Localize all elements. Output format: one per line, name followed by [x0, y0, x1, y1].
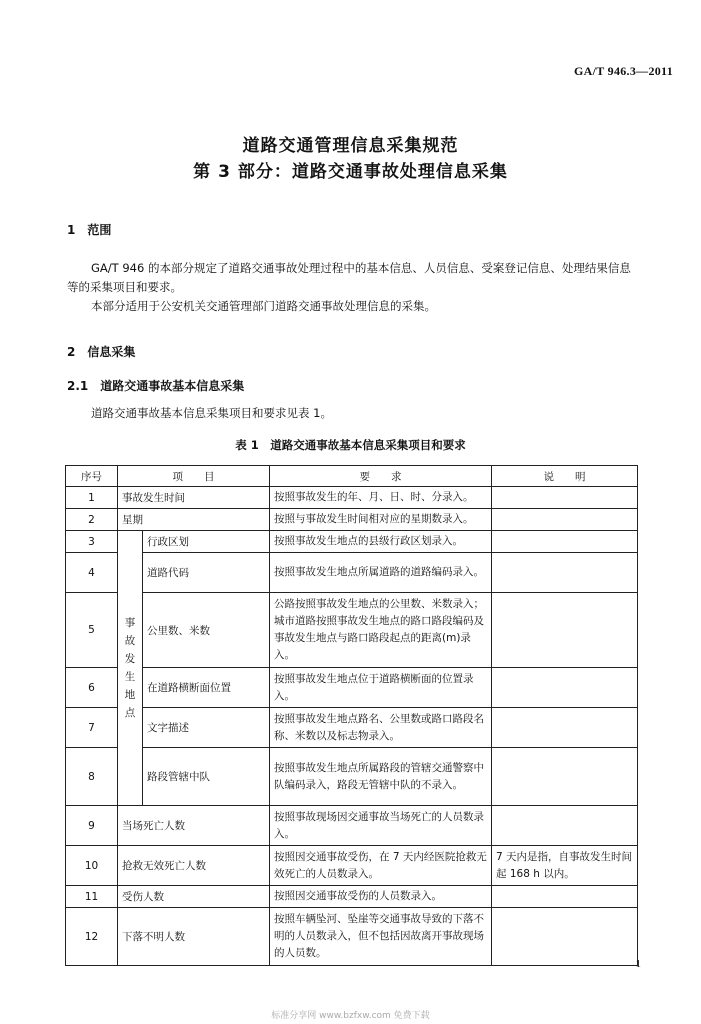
row-item: 下落不明人数 [118, 908, 270, 966]
table-row [66, 748, 638, 806]
row-no: 4 [66, 553, 118, 593]
row-req: 按照事故发生的年、月、日、时、分录入。 [270, 487, 492, 509]
row-no: 7 [66, 708, 118, 748]
row-req: 按照事故发生地点路名、公里数或路口路段名称、米数以及标志物录入。 [270, 708, 492, 748]
group-label-char: 点 [124, 707, 136, 719]
row-no: 5 [66, 593, 118, 668]
section-1-heading: 1 范围 [67, 223, 112, 237]
group-label-event-location [118, 531, 143, 806]
watermark: 标准分享网 www.bzfxw.com 免费下载 [271, 1011, 430, 1021]
table-header-row [66, 466, 638, 487]
section-1-paragraph-2: 本部分适用于公安机关交通管理部门道路交通事故处理信息的采集。 [91, 299, 436, 313]
row-no: 3 [66, 531, 118, 553]
section-2-1-paragraph: 道路交通事故基本信息采集项目和要求见表 1。 [91, 406, 332, 420]
table-row [66, 806, 638, 846]
section-2-heading: 2 信息采集 [67, 345, 136, 359]
row-req: 按照事故发生地点所属道路的道路编码录入。 [270, 553, 492, 593]
row-no: 6 [66, 668, 118, 708]
row-note [492, 593, 638, 668]
row-no: 11 [66, 886, 118, 908]
section-1-paragraph-1: GA/T 946 的本部分规定了道路交通事故处理过程中的基本信息、人员信息、受案登记信息、处理结果信息等的采集项目和要求。 [67, 261, 631, 294]
row-note [492, 668, 638, 708]
document-subtitle: 第 3 部分：道路交通事故处理信息采集 [193, 162, 508, 182]
row-req: 按照因交通事故受伤，在 7 天内经医院抢救无效死亡的人员数录入。 [270, 846, 492, 886]
group-label-char: 发 [124, 653, 136, 665]
table-row [66, 553, 638, 593]
page-number: 1 [635, 958, 641, 970]
row-req: 按照事故现场因交通事故当场死亡的人员数录入。 [270, 806, 492, 846]
group-label-char: 地 [124, 689, 136, 701]
row-note [492, 531, 638, 553]
row-item: 文字描述 [143, 708, 270, 748]
table-row [66, 908, 638, 966]
standard-number: GA/T 946.3—2011 [574, 64, 673, 78]
row-req: 按照因交通事故受伤的人员数录入。 [270, 886, 492, 908]
row-req: 公路按照事故发生地点的公里数、米数录入；城市道路按照事故发生地点的路口路段编码及事故发生地点与路口路段起点的距离(m)录入。 [270, 593, 492, 668]
header-item: 项 目 [118, 466, 270, 487]
table-row [66, 509, 638, 531]
table-row [66, 886, 638, 908]
row-note: 7 天内是指，自事故发生时间起 168 h 以内。 [492, 846, 638, 886]
row-no: 1 [66, 487, 118, 509]
row-note [492, 886, 638, 908]
section-2-1-heading: 2.1 道路交通事故基本信息采集 [67, 379, 245, 393]
row-no: 12 [66, 908, 118, 966]
row-req: 按照事故发生地点所属路段的管辖交通警察中队编码录入，路段无管辖中队的不录入。 [270, 748, 492, 806]
row-item: 行政区划 [143, 531, 270, 553]
info-table [65, 465, 638, 966]
row-req: 按照与事故发生时间相对应的星期数录入。 [270, 509, 492, 531]
row-note [492, 748, 638, 806]
table-row [66, 487, 638, 509]
row-note [492, 806, 638, 846]
header-req: 要 求 [270, 466, 492, 487]
row-item: 抢救无效死亡人数 [118, 846, 270, 886]
table-caption: 表 1 道路交通事故基本信息采集项目和要求 [235, 438, 466, 452]
row-note [492, 487, 638, 509]
document-title: 道路交通管理信息采集规范 [242, 136, 459, 156]
row-item: 受伤人数 [118, 886, 270, 908]
row-item: 在道路横断面位置 [143, 668, 270, 708]
row-item: 道路代码 [143, 553, 270, 593]
row-no: 2 [66, 509, 118, 531]
row-no: 8 [66, 748, 118, 806]
row-item: 星期 [118, 509, 270, 531]
group-label-char: 生 [124, 671, 136, 683]
table-row [66, 593, 638, 668]
row-req: 按照事故发生地点的县级行政区划录入。 [270, 531, 492, 553]
row-note [492, 509, 638, 531]
row-no: 10 [66, 846, 118, 886]
row-req: 按照事故发生地点位于道路横断面的位置录入。 [270, 668, 492, 708]
table-row [66, 708, 638, 748]
table-row [66, 531, 638, 553]
row-no: 9 [66, 806, 118, 846]
table-row [66, 846, 638, 886]
row-req: 按照车辆坠河、坠崖等交通事故导致的下落不明的人员数录入，但不包括因故离开事故现场的人员数。 [270, 908, 492, 966]
header-note: 说 明 [492, 466, 638, 487]
group-label-char: 故 [124, 635, 136, 647]
row-item: 事故发生时间 [118, 487, 270, 509]
row-item: 当场死亡人数 [118, 806, 270, 846]
row-note [492, 553, 638, 593]
row-item: 路段管辖中队 [143, 748, 270, 806]
row-item: 公里数、米数 [143, 593, 270, 668]
header-no: 序号 [66, 466, 118, 487]
row-note [492, 908, 638, 966]
group-label-char: 事 [124, 617, 136, 629]
row-note [492, 708, 638, 748]
table-row [66, 668, 638, 708]
